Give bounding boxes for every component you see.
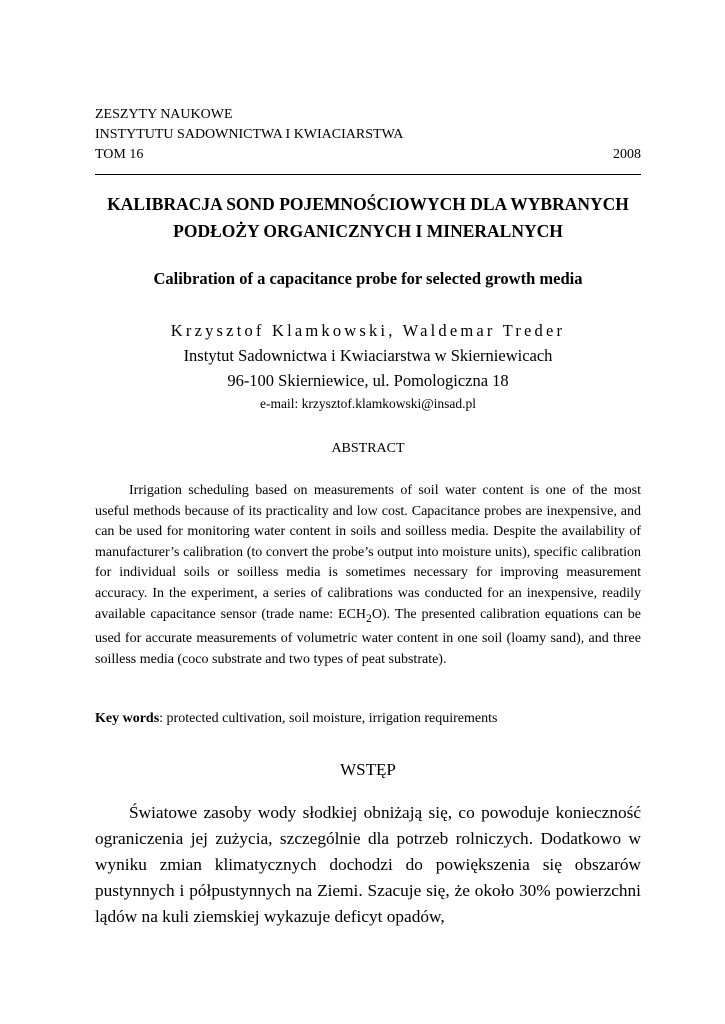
formula-o: O bbox=[371, 606, 382, 622]
abstract-paragraph bbox=[95, 481, 641, 670]
abstract-heading: ABSTRACT bbox=[331, 441, 405, 456]
english-title: Calibration of a capacitance probe for selected growth media bbox=[153, 269, 583, 288]
paper-title bbox=[80, 191, 656, 245]
affiliation-institute: Instytut Sadownictwa i Kwiaciarstwa w Skierniewicach bbox=[183, 346, 553, 365]
journal-name-line-1: ZESZYTY NAUKOWE bbox=[95, 107, 233, 122]
title-line-2: PODŁOŻY ORGANICZNYCH I MINERALNYCH bbox=[173, 221, 563, 241]
header-rule bbox=[95, 174, 641, 175]
keywords-text: : protected cultivation, soil moisture, irrigation requirements bbox=[159, 711, 498, 726]
journal-header bbox=[95, 105, 641, 165]
formula-subscript: 2 bbox=[366, 611, 372, 625]
section-body bbox=[95, 800, 641, 930]
authors: Krzysztof Klamkowski, Waldemar Treder bbox=[170, 321, 566, 340]
author-email: e-mail: krzysztof.klamkowski@insad.pl bbox=[259, 396, 476, 411]
formula-ech: ECH bbox=[338, 606, 367, 622]
abstract-text-end: ). The presented calibration equations can be used for accurate measurements of volumetric water content in one soil (loamy sand), and three soilless media (coco substrate and two types of peat substrate). bbox=[95, 606, 641, 667]
volume-year-row bbox=[95, 145, 641, 165]
volume-label: TOM 16 bbox=[95, 147, 144, 162]
abstract-body bbox=[95, 481, 641, 670]
body-paragraph: Światowe zasoby wody słodkiej obniżają się, co powoduje konieczność ograniczenia jej zużycia, szczególnie dla potrzeb rolniczych. Dodatkowo w wyniku zmian klimatycznych dochodzi do powiększenia się obszarów pustynnych i półpustynnych na Ziemi. Szacuje się, że około 30% powierzchni lądów na kuli ziemskiej wykazuje deficyt opadów, bbox=[95, 803, 641, 926]
year-label: 2008 bbox=[613, 147, 641, 162]
keywords-label: Key words bbox=[95, 711, 160, 726]
title-line-1: KALIBRACJA SOND POJEMNOŚCIOWYCH DLA WYBRANYCH bbox=[107, 194, 629, 214]
abstract-text-start: Irrigation scheduling based on measurements of soil water content is one of the most useful methods because of its practicality and low cost. Capacitance probes are inexpensive, and can be used for monitoring water content in soils and soilless media. Despite the availability of manufacturer’s calibration (to convert the probe’s output into moisture units), specific calibration for individual soils or soilless media is sometimes necessary for improving measurement accuracy. In the experiment, a series of calibrations was conducted for an inexpensive, readily available capacitance sensor (trade name: bbox=[95, 483, 641, 622]
keywords bbox=[95, 710, 641, 728]
affiliation-address: 96-100 Skierniewice, ul. Pomologiczna 18 bbox=[227, 371, 509, 390]
section-heading: WSTĘP bbox=[340, 760, 396, 779]
journal-name-line-2: INSTYTUTU SADOWNICTWA I KWIACIARSTWA bbox=[95, 127, 404, 142]
